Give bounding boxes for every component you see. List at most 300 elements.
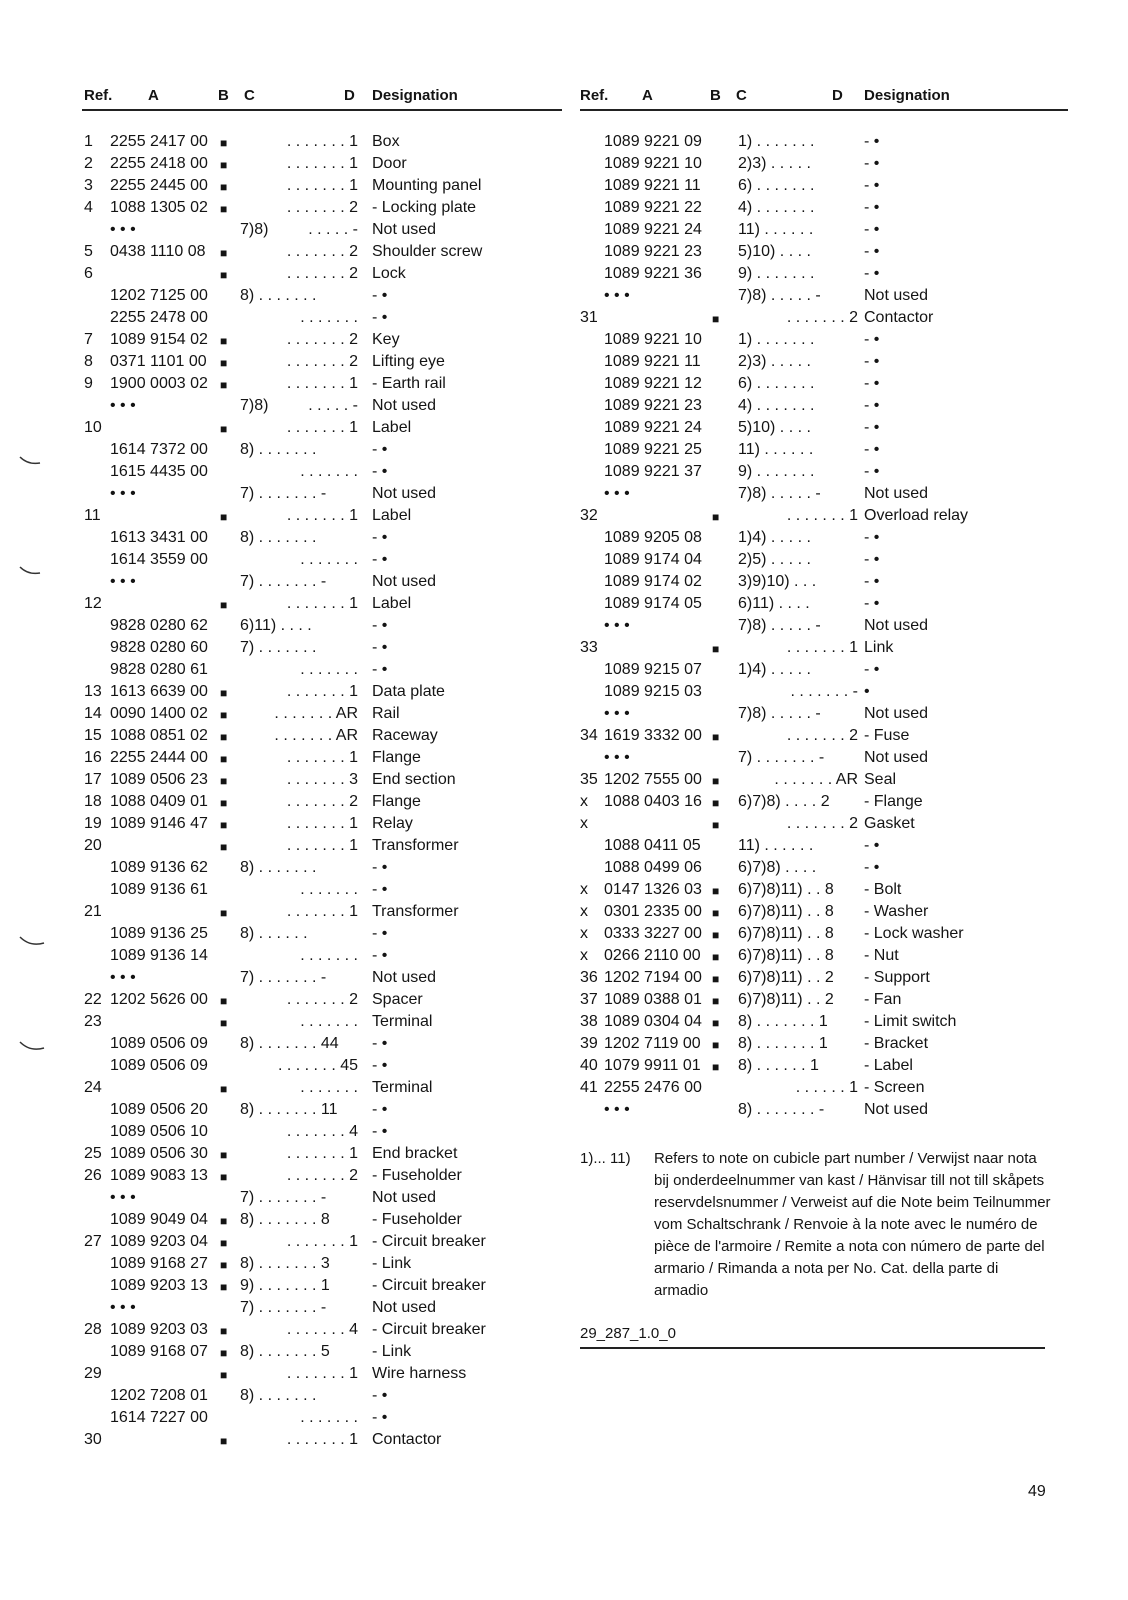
document-id: 29_287_1.0_0 [580, 1325, 1045, 1349]
quantity-cell: . . . . . . . [300, 1013, 358, 1030]
note-cell: 8) . . . . . . . 3 [240, 1255, 330, 1272]
designation-cell: - • [372, 1409, 388, 1426]
designation-cell: Link [864, 639, 894, 656]
marker-cell: ■ [712, 884, 720, 898]
ref-cell: 29 [84, 1365, 102, 1382]
marker-cell: ■ [712, 906, 720, 920]
ref-cell: 2 [84, 155, 93, 172]
designation-cell: - • [372, 1123, 388, 1140]
designation-cell: - • [864, 573, 880, 590]
part-number-cell: 9828 0280 62 [110, 617, 208, 634]
note-cell: 8) . . . . . . [240, 925, 308, 942]
designation-cell: Not used [372, 969, 437, 986]
designation-cell: Not used [372, 1299, 437, 1316]
quantity-cell: . . . . . . . AR [274, 705, 358, 722]
designation-cell: - Nut [864, 947, 899, 964]
table-row [82, 308, 562, 330]
designation-cell: - Locking plate [372, 199, 477, 216]
quantity-cell: . . . . . . . [300, 463, 358, 480]
part-number-cell: 1089 9203 03 [110, 1321, 208, 1338]
part-number-cell: 1089 9221 12 [604, 375, 702, 392]
designation-cell: End section [372, 771, 456, 788]
ref-cell: 21 [84, 903, 102, 920]
part-number-cell: 1900 0003 02 [110, 375, 208, 392]
table-row [82, 858, 562, 880]
part-number-cell: 1089 9203 13 [110, 1277, 208, 1294]
part-number-cell: 1089 9136 25 [110, 925, 208, 942]
marker-cell: ■ [220, 180, 228, 194]
marker-cell: ■ [220, 1258, 228, 1272]
note-cell: 7)8) [240, 397, 269, 414]
part-number-cell: 2255 2418 00 [110, 155, 208, 172]
designation-cell: Box [372, 133, 400, 150]
note-cell: 8) . . . . . . . [240, 287, 317, 304]
table-row [82, 418, 562, 440]
table-row [82, 264, 562, 286]
table-row [82, 748, 562, 770]
part-number-cell: 1089 9136 62 [110, 859, 208, 876]
table-row [82, 176, 562, 198]
note-cell: 11) . . . . . . [738, 441, 814, 458]
part-number-cell: 1089 9221 24 [604, 419, 702, 436]
quantity-cell: . . . . . . . 1 [286, 1431, 358, 1448]
designation-cell: • [864, 683, 870, 700]
quantity-cell: . . . . . . . 2 [286, 265, 358, 282]
quantity-cell: . . . . . . 1 [795, 1079, 858, 1096]
page-number: 49 [1028, 1483, 1046, 1500]
designation-cell: - Circuit breaker [372, 1233, 486, 1250]
note-cell: 8) . . . . . . . [240, 441, 317, 458]
designation-cell: Lifting eye [372, 353, 445, 370]
ref-cell: x [580, 815, 588, 832]
designation-cell: - • [372, 925, 388, 942]
designation-cell: - • [864, 353, 880, 370]
designation-cell: End bracket [372, 1145, 458, 1162]
quantity-cell: . . . . . . . 1 [786, 507, 858, 524]
designation-cell: - • [372, 881, 388, 898]
marker-cell: ■ [220, 202, 228, 216]
note-cell: 3)9)10) . . . [738, 573, 817, 590]
part-number-cell: 1089 9221 11 [604, 353, 701, 370]
note-cell: 4) . . . . . . . [738, 397, 815, 414]
table-body [580, 132, 1068, 1122]
table-row [580, 1078, 1068, 1100]
quantity-cell: . . . . . . . 4 [286, 1123, 358, 1140]
note-cell: 5)10) . . . . [738, 243, 811, 260]
note-cell: 2)3) . . . . . [738, 155, 811, 172]
note-cell: 6)7)8) . . . . [738, 859, 817, 876]
quantity-cell: . . . . . . . 4 [286, 1321, 358, 1338]
table-row [82, 704, 562, 726]
parts-table-right [580, 83, 1068, 1118]
table-row [82, 638, 562, 660]
ref-cell: 39 [580, 1035, 598, 1052]
designation-cell: Not used [864, 705, 929, 722]
part-number-cell: 1089 9083 13 [110, 1167, 208, 1184]
note-cell: 8) . . . . . . . 11 [240, 1101, 338, 1118]
header-c: C [244, 87, 255, 104]
note-cell: 7) . . . . . . . - [240, 1189, 327, 1206]
marker-cell: ■ [220, 1368, 228, 1382]
part-number-cell: 1089 9049 04 [110, 1211, 208, 1228]
part-number-cell: 1202 7125 00 [110, 287, 208, 304]
table-row [580, 330, 1068, 352]
note-cell: 7) . . . . . . . - [240, 485, 327, 502]
designation-cell: - • [864, 595, 880, 612]
quantity-cell: . . . . . . . 1 [286, 1365, 358, 1382]
table-row [580, 902, 1068, 924]
table-row [82, 528, 562, 550]
designation-cell: - • [372, 551, 388, 568]
marker-cell: ■ [220, 268, 228, 282]
table-row [82, 352, 562, 374]
note-cell: 6)7)8)11) . . 2 [738, 991, 834, 1008]
ref-cell: 19 [84, 815, 102, 832]
marker-cell: ■ [220, 598, 228, 612]
table-row [580, 462, 1068, 484]
marker-cell: ■ [712, 972, 720, 986]
table-row [82, 770, 562, 792]
table-row [82, 1034, 562, 1056]
table-row [82, 682, 562, 704]
note-cell: 6)7)8) . . . . 2 [738, 793, 830, 810]
part-number-cell: 1079 9911 01 [604, 1057, 701, 1074]
table-row [580, 132, 1068, 154]
part-number-cell: 0090 1400 02 [110, 705, 208, 722]
quantity-cell: . . . . . . . 1 [786, 639, 858, 656]
part-number-cell: 2255 2445 00 [110, 177, 208, 194]
table-row [82, 968, 562, 990]
table-row [580, 1056, 1068, 1078]
designation-cell: - Screen [864, 1079, 925, 1096]
ref-cell: x [580, 947, 588, 964]
ref-cell: 27 [84, 1233, 102, 1250]
part-number-cell: 1615 4435 00 [110, 463, 208, 480]
table-row [82, 1430, 562, 1452]
marker-cell: ■ [220, 136, 228, 150]
table-row [580, 704, 1068, 726]
note-cell: 8) . . . . . . . [240, 529, 317, 546]
table-row [82, 836, 562, 858]
designation-cell: - Bolt [864, 881, 902, 898]
quantity-cell: . . . . . . . 2 [786, 727, 858, 744]
quantity-cell: . . . . . . . 3 [286, 771, 358, 788]
designation-cell: - • [864, 221, 880, 238]
marker-cell: ■ [712, 730, 720, 744]
part-number-cell: 1613 6639 00 [110, 683, 208, 700]
designation-cell: Key [372, 331, 400, 348]
marker-cell: ■ [712, 796, 720, 810]
table-row [580, 286, 1068, 308]
margin-mark [18, 565, 42, 577]
quantity-cell: . . . . . . . 1 [286, 507, 358, 524]
part-number-cell: • • • [604, 485, 630, 502]
note-cell: 5)10) . . . . [738, 419, 811, 436]
designation-cell: - Washer [864, 903, 929, 920]
designation-cell: Contactor [864, 309, 934, 326]
note-cell: 6)7)8)11) . . 2 [738, 969, 834, 986]
header-d: D [344, 87, 355, 104]
ref-cell: 15 [84, 727, 102, 744]
marker-cell: ■ [712, 312, 720, 326]
note-cell: 7) . . . . . . . - [738, 749, 825, 766]
part-number-cell: 1089 9221 37 [604, 463, 702, 480]
marker-cell: ■ [220, 158, 228, 172]
header-b: B [218, 87, 229, 104]
note-cell: 6)7)8)11) . . 8 [738, 925, 834, 942]
table-row [82, 1166, 562, 1188]
part-number-cell: 2255 2476 00 [604, 1079, 702, 1096]
part-number-cell: 1619 3332 00 [604, 727, 702, 744]
designation-cell: Rail [372, 705, 400, 722]
note-cell: 1)4) . . . . . [738, 529, 811, 546]
quantity-cell: . . . . . . . 1 [286, 837, 358, 854]
designation-cell: Not used [864, 617, 929, 634]
part-number-cell: 1202 5626 00 [110, 991, 208, 1008]
designation-cell: Label [372, 595, 412, 612]
table-row [82, 726, 562, 748]
marker-cell: ■ [712, 818, 720, 832]
designation-cell: - • [864, 199, 880, 216]
table-row [580, 242, 1068, 264]
part-number-cell: 1089 0506 09 [110, 1035, 208, 1052]
designation-cell: Spacer [372, 991, 423, 1008]
designation-cell: Label [372, 507, 412, 524]
ref-cell: 18 [84, 793, 102, 810]
note-cell: 7)8) . . . . . - [738, 485, 821, 502]
part-number-cell: • • • [604, 617, 630, 634]
quantity-cell: . . . . . . . 2 [286, 1167, 358, 1184]
margin-mark [18, 935, 46, 949]
note-cell: 7)8) [240, 221, 269, 238]
part-number-cell: 1202 7119 00 [604, 1035, 701, 1052]
part-number-cell: 1202 7208 01 [110, 1387, 208, 1404]
quantity-cell: . . . . . . . 2 [786, 815, 858, 832]
marker-cell: ■ [220, 1148, 228, 1162]
table-row [82, 550, 562, 572]
designation-cell: - • [864, 419, 880, 436]
table-row [82, 440, 562, 462]
note-cell: 8) . . . . . . . 44 [240, 1035, 339, 1052]
designation-cell: - • [372, 617, 388, 634]
note-cell: 8) . . . . . . . 8 [240, 1211, 330, 1228]
table-header [580, 83, 1068, 111]
designation-cell: Flange [372, 793, 421, 810]
designation-cell: Raceway [372, 727, 438, 744]
quantity-cell: . . . . . . . 2 [286, 331, 358, 348]
table-row [580, 1012, 1068, 1034]
table-row [82, 792, 562, 814]
table-row [82, 132, 562, 154]
part-number-cell: 9828 0280 60 [110, 639, 208, 656]
ref-cell: 34 [580, 727, 598, 744]
ref-cell: 9 [84, 375, 93, 392]
table-row [580, 1100, 1068, 1122]
ref-cell: 16 [84, 749, 102, 766]
marker-cell: ■ [220, 1434, 228, 1448]
parts-table-left [82, 83, 562, 1448]
designation-cell: - Support [864, 969, 930, 986]
quantity-cell: . . . . . - [308, 397, 358, 414]
part-number-cell: 1614 7227 00 [110, 1409, 208, 1426]
ref-cell: 40 [580, 1057, 598, 1074]
header-a: A [642, 87, 653, 104]
ref-cell: 30 [84, 1431, 102, 1448]
footnote-text: Refers to note on cubicle part number / Verwijst naar nota bij onderdeelnummer van kast / Hänvisar till not till skåpets reservdelsnummer / Verweist auf die Note beim Teilnummer vom Schaltschrank / Renvoie à la note avec le numéro de pièce de l'armoire / Remite a nota con número de parte del armario / Rimanda a nota per No. Cat. della parte di armadio [654, 1150, 1051, 1299]
designation-cell: Not used [864, 287, 929, 304]
designation-cell: - • [864, 551, 880, 568]
quantity-cell: . . . . . . . 1 [286, 133, 358, 150]
quantity-cell: . . . . . - [308, 221, 358, 238]
part-number-cell: • • • [604, 705, 630, 722]
table-row [82, 1188, 562, 1210]
part-number-cell: 1089 9215 07 [604, 661, 702, 678]
designation-cell: - Link [372, 1255, 412, 1272]
part-number-cell: 0301 2335 00 [604, 903, 702, 920]
designation-cell: - • [864, 837, 880, 854]
part-number-cell: 1089 0388 01 [604, 991, 702, 1008]
quantity-cell: . . . . . . . 1 [286, 595, 358, 612]
designation-cell: - • [372, 1035, 388, 1052]
table-row [580, 528, 1068, 550]
designation-cell: Seal [864, 771, 897, 788]
designation-cell: - Fuse [864, 727, 910, 744]
ref-cell: 33 [580, 639, 598, 656]
designation-cell: Label [372, 419, 412, 436]
quantity-cell: . . . . . . . 2 [786, 309, 858, 326]
part-number-cell: 1088 0499 06 [604, 859, 702, 876]
table-body [82, 132, 562, 1452]
table-row [82, 154, 562, 176]
header-a: A [148, 87, 159, 104]
note-cell: 11) . . . . . . [738, 221, 814, 238]
table-row [82, 1210, 562, 1232]
part-number-cell: 1089 0506 10 [110, 1123, 208, 1140]
ref-cell: 22 [84, 991, 102, 1008]
designation-cell: - • [864, 133, 880, 150]
ref-cell: x [580, 925, 588, 942]
note-cell: 8) . . . . . . 1 [738, 1057, 819, 1074]
designation-cell: - • [864, 331, 880, 348]
table-header [82, 83, 562, 111]
designation-cell: - Circuit breaker [372, 1321, 486, 1338]
ref-cell: 13 [84, 683, 102, 700]
designation-cell: Terminal [372, 1079, 433, 1096]
quantity-cell: . . . . . . . [300, 1409, 358, 1426]
note-cell: 6)7)8)11) . . 8 [738, 881, 834, 898]
designation-cell: - • [372, 529, 388, 546]
note-cell: 8) . . . . . . . [240, 1387, 317, 1404]
quantity-cell: . . . . . . . 2 [286, 793, 358, 810]
part-number-cell: 1089 9203 04 [110, 1233, 208, 1250]
part-number-cell: 9828 0280 61 [110, 661, 208, 678]
table-row [580, 220, 1068, 242]
part-number-cell: 1089 9221 25 [604, 441, 702, 458]
ref-cell: 12 [84, 595, 102, 612]
designation-cell: Not used [372, 1189, 437, 1206]
marker-cell: ■ [220, 1170, 228, 1184]
marker-cell: ■ [220, 1324, 228, 1338]
note-cell: 1)4) . . . . . [738, 661, 811, 678]
designation-cell: Door [372, 155, 407, 172]
part-number-cell: • • • [110, 485, 136, 502]
table-row [82, 462, 562, 484]
note-cell: 9) . . . . . . . [738, 265, 815, 282]
table-row [82, 242, 562, 264]
designation-cell: - Link [372, 1343, 412, 1360]
table-row [82, 880, 562, 902]
part-number-cell: 1089 9174 04 [604, 551, 702, 568]
designation-cell: Terminal [372, 1013, 433, 1030]
note-cell: 9) . . . . . . . [738, 463, 815, 480]
table-row [82, 220, 562, 242]
ref-cell: 7 [84, 331, 93, 348]
marker-cell: ■ [712, 994, 720, 1008]
ref-cell: 24 [84, 1079, 102, 1096]
designation-cell: Overload relay [864, 507, 969, 524]
table-row [580, 198, 1068, 220]
marker-cell: ■ [220, 246, 228, 260]
designation-cell: - • [864, 529, 880, 546]
header-ref: Ref. [84, 87, 113, 104]
designation-cell: Shoulder screw [372, 243, 483, 260]
table-row [580, 396, 1068, 418]
part-number-cell: 0371 1101 00 [110, 353, 207, 370]
designation-cell: Contactor [372, 1431, 442, 1448]
table-row [82, 1254, 562, 1276]
part-number-cell: 1089 9136 14 [110, 947, 208, 964]
part-number-cell: 0147 1326 03 [604, 881, 702, 898]
table-row [580, 858, 1068, 880]
designation-cell: - • [372, 463, 388, 480]
marker-cell: ■ [220, 774, 228, 788]
part-number-cell: 1089 9221 11 [604, 177, 701, 194]
note-cell: 8) . . . . . . . 1 [738, 1035, 828, 1052]
marker-cell: ■ [220, 818, 228, 832]
quantity-cell: . . . . . . . [300, 881, 358, 898]
note-cell: 2)5) . . . . . [738, 551, 811, 568]
designation-cell: - • [864, 441, 880, 458]
part-number-cell: 1088 0411 05 [604, 837, 701, 854]
designation-cell: - • [864, 463, 880, 480]
table-row [82, 572, 562, 594]
table-row [580, 990, 1068, 1012]
part-number-cell: 1088 1305 02 [110, 199, 208, 216]
ref-cell: 25 [84, 1145, 102, 1162]
footnote-key: 1)... 11) [580, 1150, 631, 1167]
ref-cell: 14 [84, 705, 102, 722]
part-number-cell: 1614 7372 00 [110, 441, 208, 458]
table-row [580, 550, 1068, 572]
table-row [580, 770, 1068, 792]
table-row [580, 352, 1068, 374]
marker-cell: ■ [712, 510, 720, 524]
part-number-cell: • • • [110, 1299, 136, 1316]
note-cell: 11) . . . . . . [738, 837, 814, 854]
designation-cell: - Flange [864, 793, 923, 810]
designation-cell: - • [372, 1057, 388, 1074]
marker-cell: ■ [220, 994, 228, 1008]
ref-cell: 5 [84, 243, 93, 260]
header-b: B [710, 87, 721, 104]
header-designation: Designation [372, 87, 458, 104]
ref-cell: 28 [84, 1321, 102, 1338]
designation-cell: - • [372, 859, 388, 876]
table-row [82, 1122, 562, 1144]
table-row [580, 484, 1068, 506]
part-number-cell: 1613 3431 00 [110, 529, 208, 546]
part-number-cell: 1089 9221 24 [604, 221, 702, 238]
